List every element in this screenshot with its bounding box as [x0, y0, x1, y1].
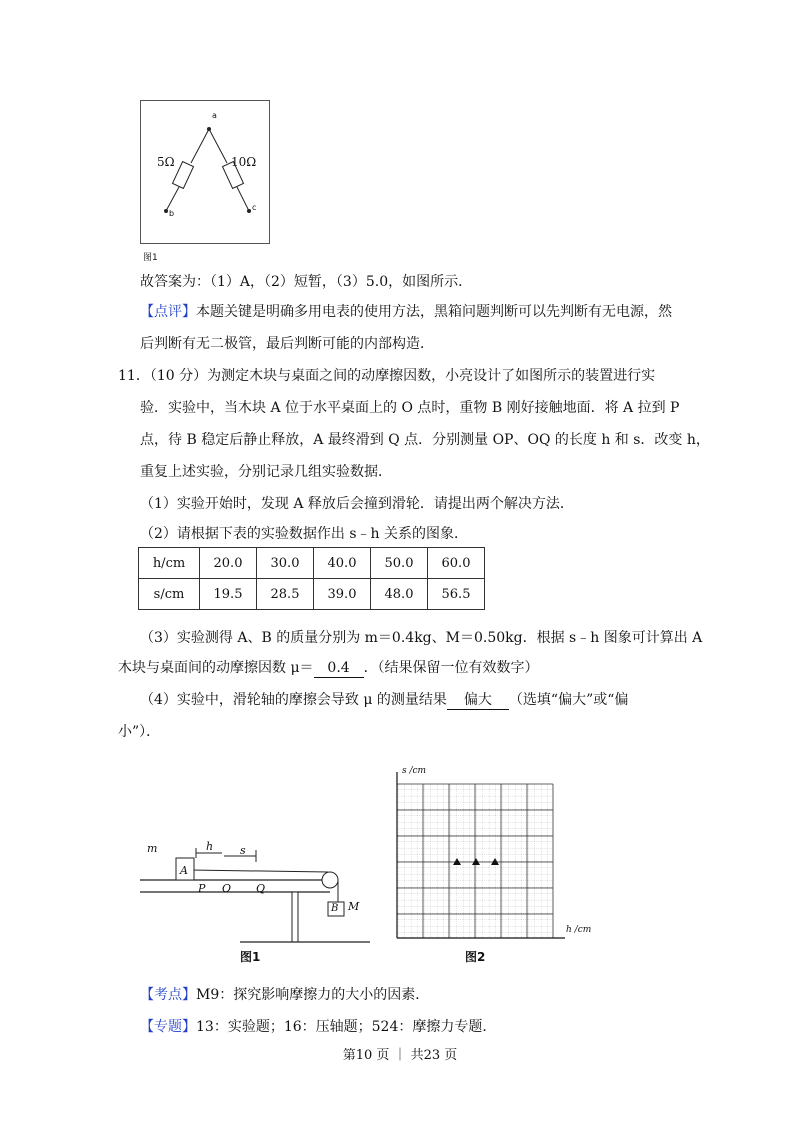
- review-line-1: [140, 302, 672, 322]
- label-m: m: [147, 842, 158, 855]
- label-s: s: [240, 844, 246, 857]
- label-P: P: [198, 882, 206, 895]
- q11-part-2: （2）请根据下表的实验数据作出 s﹣h 关系的图象．: [140, 526, 469, 542]
- table-cell: h/cm: [139, 548, 200, 579]
- label-h: h: [206, 840, 214, 853]
- label-O: O: [222, 882, 232, 895]
- answer-bias: 偏大: [447, 691, 509, 710]
- q11-part-4a-suffix: （选填“偏大”或“偏: [508, 692, 629, 708]
- q11-part-3b-prefix: 木块与桌面间的动摩擦因数 μ＝: [118, 660, 314, 676]
- q11-part-4a-prefix: （4）实验中，滑轮轴的摩擦会导致 μ 的测量结果: [140, 692, 447, 708]
- table-cell: 28.5: [257, 579, 314, 610]
- resistor-10-label: 10Ω: [231, 155, 257, 169]
- apparatus-diagram: [140, 838, 370, 948]
- page-footer: 第10 页 ｜ 共23 页: [342, 1048, 458, 1063]
- zhuanti-line: [140, 1017, 496, 1037]
- table-cell: 20.0: [200, 548, 257, 579]
- graph-y-label: s /cm: [402, 766, 427, 776]
- label-Q: Q: [256, 882, 266, 895]
- kaodian-tag: 【考点】: [140, 987, 196, 1003]
- graph-x-label: h /cm: [566, 925, 592, 935]
- table-cell: 56.5: [428, 579, 485, 610]
- circuit-diagram: [141, 101, 269, 243]
- q11-line-3: 点，待 B 稳定后静止释放，A 最终滑到 Q 点．分别测量 OP、OQ 的长度 h 和 s．改变 h，: [140, 432, 710, 448]
- review-tag: 【点评】: [140, 304, 196, 320]
- table-cell: 50.0: [371, 548, 428, 579]
- kaodian-line: [140, 985, 429, 1005]
- circuit-figure: [140, 100, 270, 244]
- table-cell: 39.0: [314, 579, 371, 610]
- zhuanti-text: 13：实验题；16：压轴题；524：摩擦力专题．: [196, 1019, 497, 1035]
- q11-part-3b-suffix: ．（结果保留一位有效数字）: [363, 660, 539, 676]
- table-row: [139, 579, 485, 610]
- q11-part-3a: （3）实验测得 A、B 的质量分别为 m＝0.4kg、M＝0.50kg．根据 s﹣h 图象可计算出 A: [140, 630, 703, 646]
- data-table: [138, 547, 485, 610]
- review-text-1: 本题关键是明确多用电表的使用方法，黑箱问题判断可以先判断有无电源，然: [196, 304, 672, 320]
- zhuanti-tag: 【专题】: [140, 1019, 196, 1035]
- table-cell: 30.0: [257, 548, 314, 579]
- answer-mu: 0.4: [314, 659, 364, 678]
- label-A: A: [180, 864, 188, 877]
- table-cell: 40.0: [314, 548, 371, 579]
- node-b-label: b: [169, 209, 175, 218]
- table-cell: s/cm: [139, 579, 200, 610]
- figure-1-caption: 图1: [240, 950, 261, 964]
- q11-line-4: 重复上述实验，分别记录几组实验数据．: [140, 464, 392, 480]
- label-B: B: [331, 903, 339, 914]
- figure-2-caption: 图2: [465, 950, 486, 964]
- q11-part-4b: 小”）．: [118, 724, 161, 740]
- label-M: M: [348, 900, 360, 913]
- resistor-5-label: 5Ω: [157, 155, 175, 169]
- table-cell: 48.0: [371, 579, 428, 610]
- q11-part-4a: [140, 690, 628, 710]
- table-cell: 60.0: [428, 548, 485, 579]
- circuit-caption: 图1: [143, 253, 158, 263]
- graph-grid: [385, 770, 575, 945]
- kaodian-text: M9：探究影响摩擦力的大小的因素．: [196, 987, 430, 1003]
- node-a-label: a: [212, 111, 217, 120]
- q11-line-1: 11．（10 分）为测定木块与桌面之间的动摩擦因数，小亮设计了如图所示的装置进行实: [118, 368, 656, 384]
- table-row: [139, 548, 485, 579]
- q11-part-3b: [118, 658, 539, 678]
- review-line-2: 后判断有无二极管，最后判断可能的内部构造．: [140, 336, 434, 352]
- answer-line: 故答案为：（1）A，（2）短暂，（3）5.0，如图所示．: [140, 274, 473, 290]
- table-cell: 19.5: [200, 579, 257, 610]
- q11-part-1: （1）实验开始时，发现 A 释放后会撞到滑轮．请提出两个解决方法．: [140, 496, 574, 512]
- node-c-label: c: [252, 203, 257, 212]
- q11-line-2: 验．实验中，当木块 A 位于水平桌面上的 O 点时，重物 B 刚好接触地面．将 A 拉到 P: [140, 400, 680, 416]
